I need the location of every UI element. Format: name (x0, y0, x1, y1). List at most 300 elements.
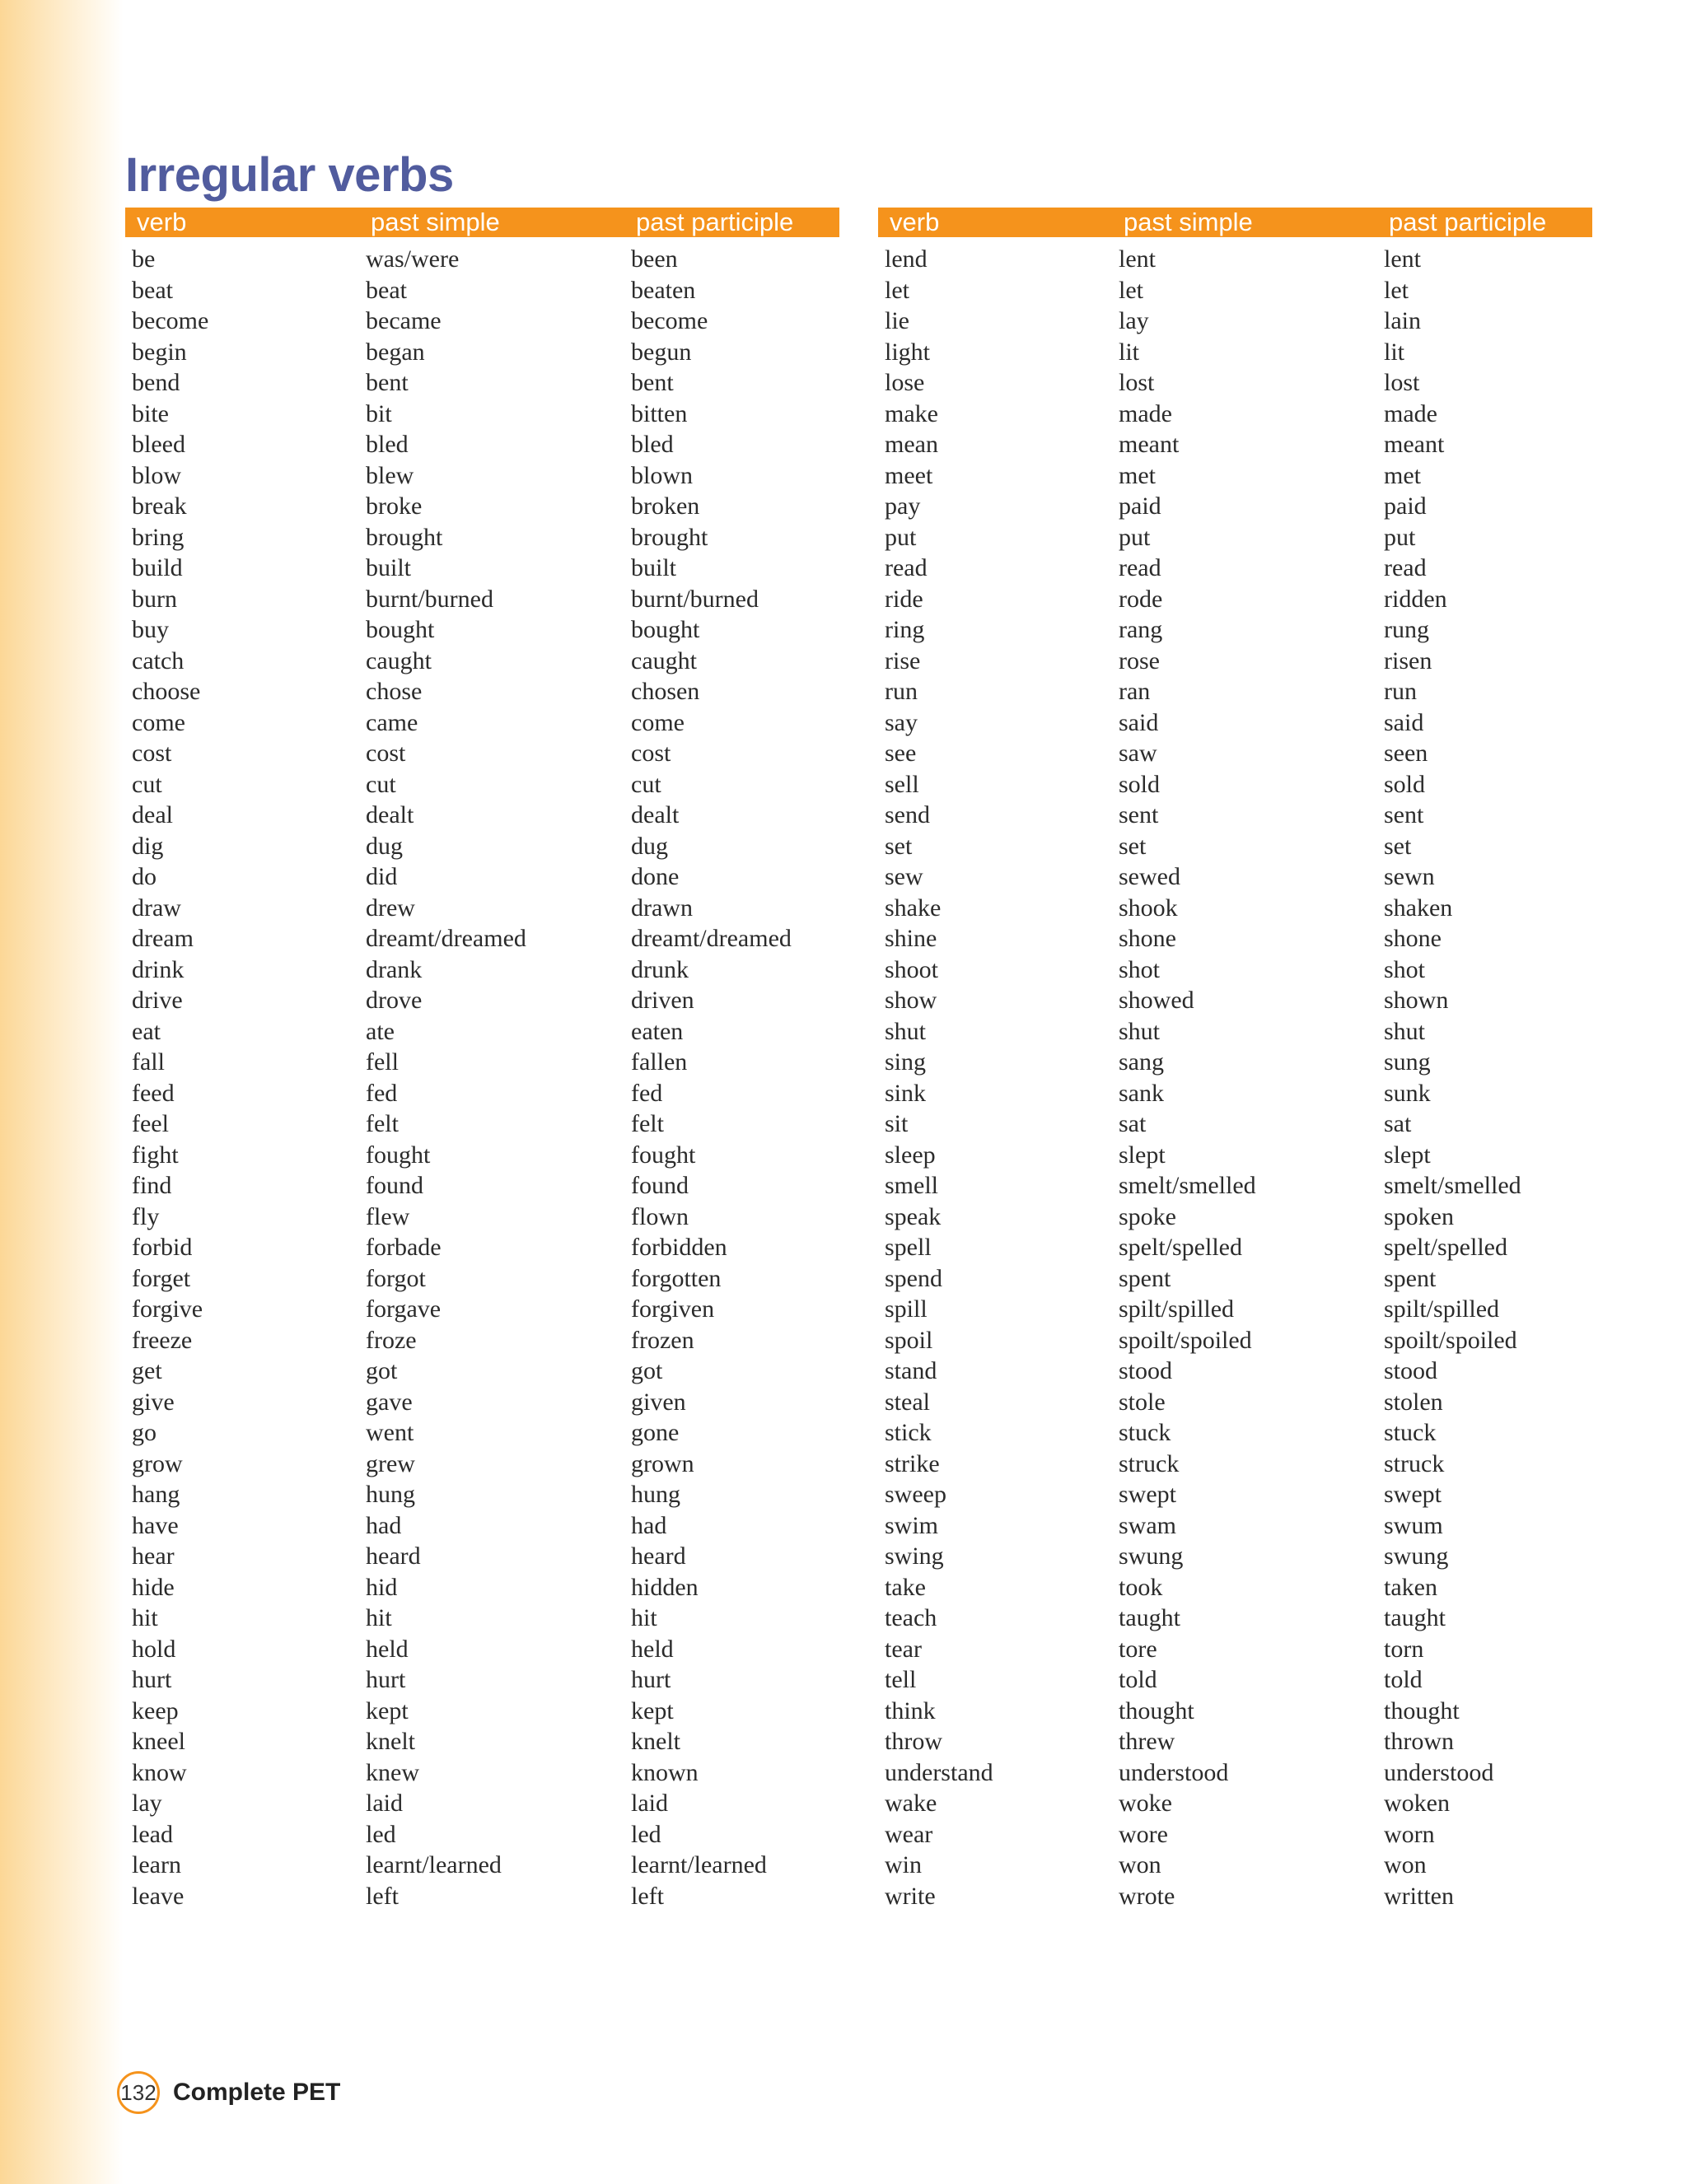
past-simple-cell: put (1119, 523, 1151, 551)
table-row (125, 1850, 839, 1881)
verb-cell: go (132, 1419, 157, 1446)
past-participle-cell: cost (631, 740, 671, 767)
verb-cell: catch (132, 646, 185, 674)
past-simple-cell: taught (1119, 1604, 1180, 1631)
verb-cell: shake (885, 894, 942, 922)
table-row (125, 1232, 839, 1263)
header-past-simple: past simple (1112, 208, 1377, 237)
past-simple-cell: woke (1119, 1790, 1172, 1817)
past-participle-cell: drunk (631, 955, 689, 983)
table-row (125, 1603, 839, 1634)
table-row (878, 800, 1592, 831)
verb-cell: run (885, 678, 918, 705)
verb-cell: tear (885, 1635, 922, 1663)
verb-cell: fight (132, 1141, 179, 1169)
past-simple-cell: spoke (1119, 1202, 1176, 1230)
table-row (125, 1664, 839, 1696)
table-row (125, 614, 839, 646)
table-row (878, 646, 1592, 677)
verb-cell: begin (132, 338, 187, 366)
table-row (878, 831, 1592, 862)
verb-table-right (878, 208, 1592, 1911)
past-simple-cell: slept (1119, 1141, 1166, 1169)
past-participle-cell: let (1384, 276, 1409, 304)
past-simple-cell: blew (366, 461, 414, 489)
verb-cell: sell (885, 770, 919, 798)
verb-cell: lend (885, 245, 928, 273)
past-simple-cell: kept (366, 1696, 409, 1724)
past-simple-cell: read (1119, 554, 1161, 581)
table-row (125, 522, 839, 553)
table-row (125, 1696, 839, 1727)
past-participle-cell: built (631, 554, 677, 581)
past-participle-cell: fed (631, 1079, 663, 1107)
verb-cell: shoot (885, 955, 939, 983)
table-row (125, 1572, 839, 1603)
verb-cell: win (885, 1851, 922, 1878)
table-row (878, 769, 1592, 800)
past-simple-cell: spent (1119, 1264, 1171, 1292)
past-simple-cell: bit (366, 399, 392, 427)
past-participle-cell: thrown (1384, 1728, 1454, 1755)
table-row (878, 1108, 1592, 1140)
past-simple-cell: hung (366, 1481, 415, 1508)
past-participle-cell: said (1384, 708, 1424, 736)
verb-cell: spend (885, 1264, 942, 1292)
verb-cell: lie (885, 307, 909, 334)
table-row (878, 1356, 1592, 1387)
past-participle-cell: fought (631, 1141, 696, 1169)
past-simple-cell: flew (366, 1202, 410, 1230)
past-simple-cell: thought (1119, 1696, 1194, 1724)
table-row (125, 553, 839, 584)
past-participle-cell: rung (1384, 616, 1429, 643)
past-simple-cell: shut (1119, 1017, 1161, 1045)
past-participle-cell: dug (631, 832, 668, 860)
table-header-row (125, 208, 839, 237)
table-row (125, 1108, 839, 1140)
header-past-participle: past participle (1377, 208, 1592, 237)
verb-cell: take (885, 1573, 926, 1601)
past-simple-cell: meant (1119, 431, 1180, 458)
past-participle-cell: sold (1384, 770, 1426, 798)
past-simple-cell: understood (1119, 1758, 1229, 1786)
past-simple-cell: shone (1119, 925, 1176, 952)
past-participle-cell: frozen (631, 1326, 694, 1354)
past-participle-cell: caught (631, 646, 697, 674)
past-participle-cell: taught (1384, 1604, 1446, 1631)
verb-cell: sing (885, 1048, 927, 1076)
verb-cell: hang (132, 1481, 180, 1508)
past-simple-cell: cut (366, 770, 396, 798)
verb-cell: lose (885, 369, 925, 396)
past-simple-cell: knelt (366, 1728, 415, 1755)
past-participle-cell: run (1384, 678, 1417, 705)
table-row (878, 1140, 1592, 1171)
past-simple-cell: got (366, 1357, 398, 1384)
verb-cell: wear (885, 1820, 933, 1848)
past-participle-cell: stolen (1384, 1388, 1443, 1416)
past-simple-cell: found (366, 1172, 423, 1199)
past-simple-cell: bled (366, 431, 409, 458)
past-participle-cell: lent (1384, 245, 1421, 273)
header-past-participle: past participle (624, 208, 839, 237)
verb-cell: light (885, 338, 931, 366)
past-participle-cell: understood (1384, 1758, 1494, 1786)
past-participle-cell: lit (1384, 338, 1405, 366)
past-participle-cell: forgiven (631, 1295, 715, 1323)
verb-cell: keep (132, 1696, 179, 1724)
past-participle-cell: won (1384, 1851, 1427, 1878)
verb-cell: freeze (132, 1326, 193, 1354)
table-row (125, 1788, 839, 1819)
table-row (125, 1449, 839, 1480)
past-participle-cell: had (631, 1511, 667, 1539)
past-participle-cell: taken (1384, 1573, 1437, 1601)
table-row (878, 1170, 1592, 1202)
table-row (878, 1202, 1592, 1233)
verb-cell: burn (132, 585, 177, 613)
past-participle-cell: swum (1384, 1511, 1443, 1539)
past-simple-cell: hurt (366, 1666, 406, 1693)
verb-cell: sit (885, 1110, 909, 1137)
table-row (878, 491, 1592, 522)
table-row (878, 1263, 1592, 1295)
table-row (878, 1634, 1592, 1665)
past-simple-cell: took (1119, 1573, 1163, 1601)
verb-cell: leave (132, 1882, 185, 1910)
verb-cell: write (885, 1882, 936, 1910)
table-row (878, 1819, 1592, 1850)
past-simple-cell: came (366, 708, 418, 736)
past-simple-cell: spoilt/spoiled (1119, 1326, 1252, 1354)
table-row (125, 738, 839, 769)
table-row (878, 676, 1592, 707)
table-row (125, 1881, 839, 1912)
verb-cell: hit (132, 1604, 158, 1631)
past-simple-cell: felt (366, 1110, 399, 1137)
table-row (125, 985, 839, 1016)
past-simple-cell: learnt/learned (366, 1851, 502, 1878)
past-participle-cell: sewn (1384, 863, 1435, 890)
past-participle-cell: hidden (631, 1573, 699, 1601)
verb-cell: beat (132, 276, 173, 304)
verb-cell: put (885, 523, 917, 551)
past-participle-cell: brought (631, 523, 708, 551)
past-participle-cell: spoken (1384, 1202, 1454, 1230)
verb-cell: come (132, 708, 185, 736)
table-row (125, 800, 839, 831)
past-simple-cell: fed (366, 1079, 398, 1107)
header-past-simple: past simple (359, 208, 624, 237)
past-participle-cell: fallen (631, 1048, 688, 1076)
verb-cell: throw (885, 1728, 942, 1755)
table-row (878, 1016, 1592, 1048)
table-row (878, 1757, 1592, 1789)
table-row (878, 1325, 1592, 1356)
past-simple-cell: lit (1119, 338, 1140, 366)
verb-cell: give (132, 1388, 175, 1416)
past-simple-cell: became (366, 307, 442, 334)
past-participle-cell: learnt/learned (631, 1851, 767, 1878)
past-participle-cell: driven (631, 987, 694, 1014)
verb-cell: spoil (885, 1326, 933, 1354)
past-simple-cell: spelt/spelled (1119, 1234, 1242, 1261)
verb-cell: stand (885, 1357, 937, 1384)
past-participle-cell: knelt (631, 1728, 680, 1755)
past-simple-cell: froze (366, 1326, 417, 1354)
past-participle-cell: swung (1384, 1542, 1449, 1570)
verb-cell: say (885, 708, 918, 736)
past-simple-cell: sent (1119, 801, 1159, 828)
verb-cell: buy (132, 616, 169, 643)
past-simple-cell: chose (366, 678, 423, 705)
verb-cell: ring (885, 616, 925, 643)
verb-cell: have (132, 1511, 179, 1539)
table-row (878, 1232, 1592, 1263)
table-row (125, 1479, 839, 1510)
verb-cell: build (132, 554, 183, 581)
verb-cell: think (885, 1696, 936, 1724)
verb-cell: fall (132, 1048, 165, 1076)
verb-cell: draw (132, 894, 181, 922)
verb-cell: see (885, 740, 917, 767)
verb-cell: kneel (132, 1728, 185, 1755)
past-participle-cell: shown (1384, 987, 1449, 1014)
verb-cell: spell (885, 1234, 932, 1261)
verb-cell: cut (132, 770, 162, 798)
past-simple-cell: ran (1119, 678, 1151, 705)
past-participle-cell: ridden (1384, 585, 1447, 613)
past-participle-cell: sat (1384, 1110, 1412, 1137)
verb-cell: strike (885, 1449, 940, 1477)
past-simple-cell: bent (366, 369, 409, 396)
past-simple-cell: drank (366, 955, 423, 983)
verb-cell: blow (132, 461, 181, 489)
past-participle-cell: woken (1384, 1790, 1450, 1817)
past-participle-cell: grown (631, 1449, 694, 1477)
past-simple-cell: saw (1119, 740, 1157, 767)
verb-cell: pay (885, 492, 921, 520)
past-simple-cell: hit (366, 1604, 392, 1631)
verb-cell: feed (132, 1079, 175, 1107)
past-participle-cell: forgotten (631, 1264, 722, 1292)
past-simple-cell: beat (366, 276, 407, 304)
past-simple-cell: forgave (366, 1295, 442, 1323)
past-participle-cell: risen (1384, 646, 1432, 674)
table-row (878, 584, 1592, 615)
verb-cell: hurt (132, 1666, 172, 1693)
table-row (878, 1417, 1592, 1449)
table-row (878, 1047, 1592, 1078)
verb-cell: sew (885, 863, 923, 890)
verb-cell: forbid (132, 1234, 193, 1261)
verb-cell: drive (132, 987, 183, 1014)
verb-table-body-right (878, 237, 1592, 1911)
table-row (878, 522, 1592, 553)
past-simple-cell: broke (366, 492, 423, 520)
past-participle-cell: lain (1384, 307, 1421, 334)
verb-cell: ride (885, 585, 923, 613)
past-participle-cell: got (631, 1357, 663, 1384)
past-participle-cell: laid (631, 1790, 668, 1817)
table-row (125, 646, 839, 677)
verb-table-body-left (125, 237, 839, 1911)
verb-cell: stick (885, 1419, 932, 1446)
past-simple-cell: rode (1119, 585, 1163, 613)
past-simple-cell: smelt/smelled (1119, 1172, 1256, 1199)
table-row (125, 491, 839, 522)
past-participle-cell: worn (1384, 1820, 1435, 1848)
table-row (878, 553, 1592, 584)
past-simple-cell: forbade (366, 1234, 442, 1261)
table-row (125, 460, 839, 492)
table-row (878, 1078, 1592, 1109)
past-participle-cell: beaten (631, 276, 696, 304)
past-participle-cell: held (631, 1635, 674, 1663)
table-row (878, 1294, 1592, 1325)
table-row (878, 1572, 1592, 1603)
table-row (125, 237, 839, 275)
past-participle-cell: lost (1384, 369, 1420, 396)
verb-cell: set (885, 832, 913, 860)
verb-cell: teach (885, 1604, 937, 1631)
past-simple-cell: had (366, 1511, 402, 1539)
table-row (125, 1325, 839, 1356)
table-row (878, 306, 1592, 337)
past-simple-cell: swung (1119, 1542, 1184, 1570)
past-simple-cell: forgot (366, 1264, 426, 1292)
past-simple-cell: brought (366, 523, 443, 551)
past-simple-cell: stole (1119, 1388, 1166, 1416)
past-participle-cell: sent (1384, 801, 1424, 828)
table-row (878, 1449, 1592, 1480)
past-participle-cell: come (631, 708, 685, 736)
past-simple-cell: bought (366, 616, 435, 643)
verb-cell: hear (132, 1542, 175, 1570)
table-row (125, 1202, 839, 1233)
table-row (878, 399, 1592, 430)
past-simple-cell: heard (366, 1542, 421, 1570)
past-participle-cell: led (631, 1820, 661, 1848)
past-simple-cell: told (1119, 1666, 1157, 1693)
past-simple-cell: wore (1119, 1820, 1168, 1848)
table-row (878, 1603, 1592, 1634)
verb-cell: break (132, 492, 187, 520)
table-row (125, 429, 839, 460)
past-participle-cell: stuck (1384, 1419, 1437, 1446)
past-simple-cell: shook (1119, 894, 1178, 922)
table-row (878, 1696, 1592, 1727)
table-row (125, 893, 839, 924)
past-simple-cell: said (1119, 708, 1159, 736)
table-row (878, 237, 1592, 275)
past-participle-cell: found (631, 1172, 689, 1199)
past-simple-cell: sat (1119, 1110, 1147, 1137)
verb-cell: do (132, 863, 157, 890)
past-participle-cell: done (631, 863, 680, 890)
past-participle-cell: blown (631, 461, 693, 489)
past-simple-cell: fought (366, 1141, 431, 1169)
past-simple-cell: lay (1119, 307, 1149, 334)
table-row (878, 1510, 1592, 1542)
past-participle-cell: bled (631, 431, 674, 458)
verb-cell: eat (132, 1017, 161, 1045)
verb-cell: swing (885, 1542, 944, 1570)
past-simple-cell: laid (366, 1790, 403, 1817)
past-simple-cell: held (366, 1635, 409, 1663)
verb-cell: understand (885, 1758, 993, 1786)
past-participle-cell: spilt/spilled (1384, 1295, 1500, 1323)
past-participle-cell: paid (1384, 492, 1427, 520)
verb-cell: meet (885, 461, 933, 489)
past-simple-cell: lost (1119, 369, 1155, 396)
verb-cell: let (885, 276, 909, 304)
past-simple-cell: wrote (1119, 1882, 1175, 1910)
verb-cell: be (132, 245, 156, 273)
past-simple-cell: did (366, 863, 398, 890)
table-row (878, 275, 1592, 306)
table-row (878, 460, 1592, 492)
past-participle-cell: struck (1384, 1449, 1445, 1477)
table-row (878, 1479, 1592, 1510)
past-participle-cell: spent (1384, 1264, 1437, 1292)
past-participle-cell: sunk (1384, 1079, 1431, 1107)
table-row (878, 1541, 1592, 1572)
past-participle-cell: told (1384, 1666, 1423, 1693)
table-row (125, 1417, 839, 1449)
past-participle-cell: drawn (631, 894, 693, 922)
verb-cell: bring (132, 523, 185, 551)
past-participle-cell: eaten (631, 1017, 684, 1045)
past-simple-cell: sold (1119, 770, 1161, 798)
table-row (125, 954, 839, 986)
verb-cell: fly (132, 1202, 160, 1230)
verb-cell: become (132, 307, 209, 334)
verb-cell: sink (885, 1079, 927, 1107)
past-simple-cell: dug (366, 832, 403, 860)
table-row (125, 1047, 839, 1078)
table-row (878, 1788, 1592, 1819)
page-edge-gradient (0, 0, 124, 2184)
table-row (125, 1356, 839, 1387)
verb-cell: learn (132, 1851, 181, 1878)
past-simple-cell: sang (1119, 1048, 1164, 1076)
table-row (125, 1294, 839, 1325)
past-simple-cell: tore (1119, 1635, 1157, 1663)
table-row (125, 861, 839, 893)
past-simple-cell: paid (1119, 492, 1161, 520)
past-participle-cell: bitten (631, 399, 688, 427)
past-participle-cell: seen (1384, 740, 1428, 767)
table-row (125, 1541, 839, 1572)
past-simple-cell: met (1119, 461, 1156, 489)
past-participle-cell: chosen (631, 678, 700, 705)
table-row (878, 738, 1592, 769)
verb-cell: hide (132, 1573, 175, 1601)
page-title: Irregular verbs (125, 148, 454, 202)
verb-cell: grow (132, 1449, 183, 1477)
table-row (125, 1387, 839, 1418)
past-simple-cell: dreamt/dreamed (366, 925, 526, 952)
past-simple-cell: built (366, 554, 412, 581)
past-simple-cell: stood (1119, 1357, 1173, 1384)
table-row (125, 923, 839, 954)
verb-cell: make (885, 399, 938, 427)
verb-cell: bend (132, 369, 180, 396)
past-participle-cell: set (1384, 832, 1412, 860)
past-participle-cell: burnt/burned (631, 585, 759, 613)
